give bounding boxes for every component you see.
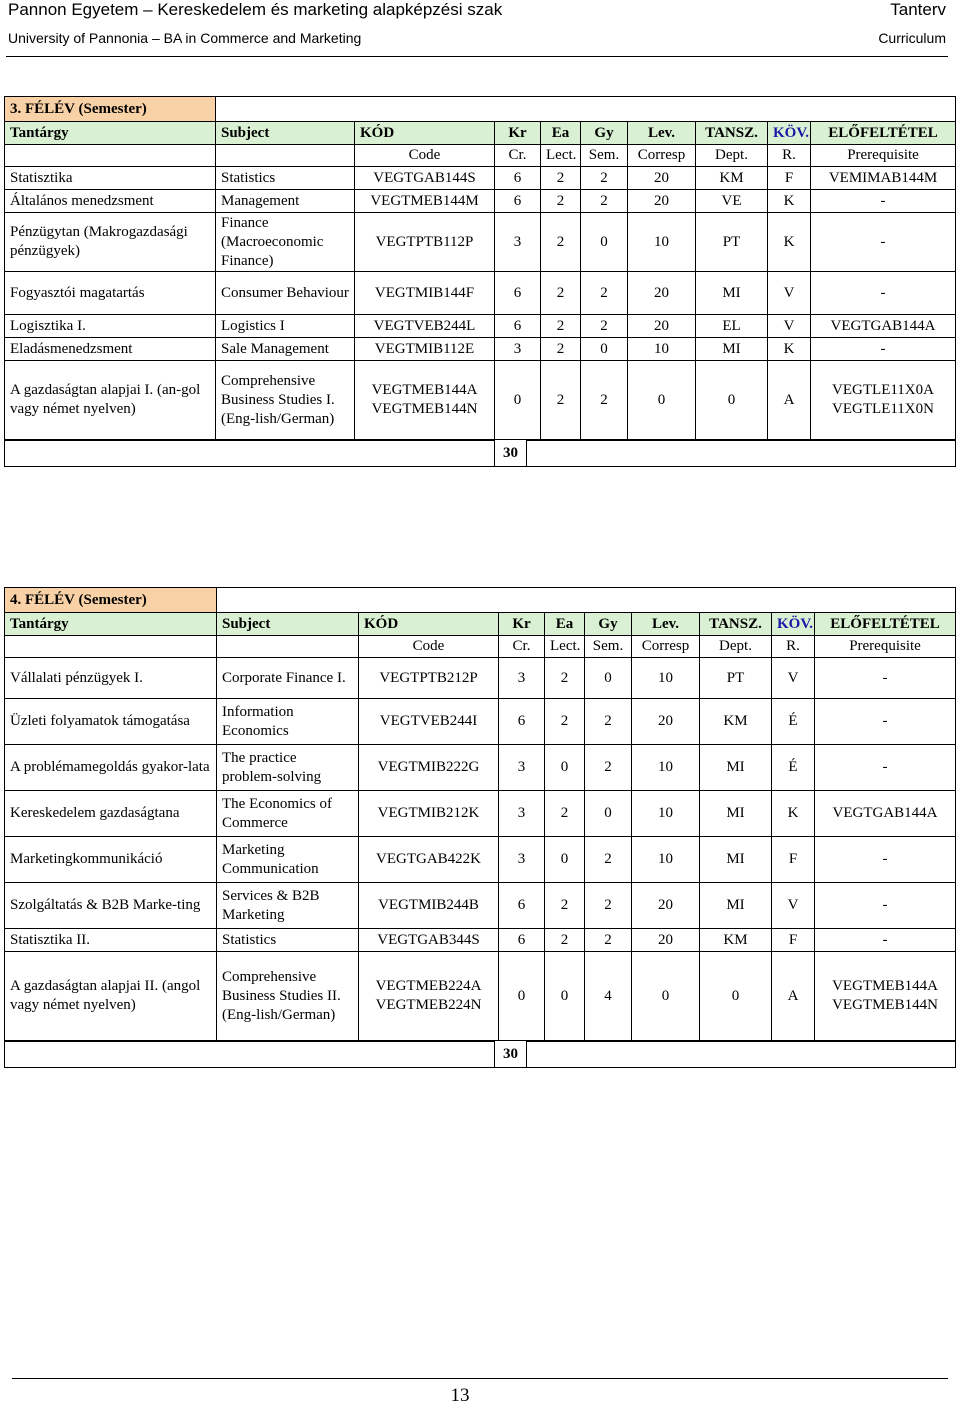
course-dept-cell: MI xyxy=(696,338,768,361)
course-dept-cell: KM xyxy=(700,929,772,952)
course-correspondence-cell: 20 xyxy=(628,315,696,338)
course-prerequisite-cell: VEGTMEB144A VEGTMEB144N xyxy=(815,952,956,1041)
course-subject-cell: Corporate Finance I. xyxy=(217,658,359,699)
course-lecture-cell: 2 xyxy=(541,338,581,361)
course-tantargy-cell: Eladásmenedzsment xyxy=(5,338,216,361)
course-dept-cell: MI xyxy=(700,745,772,791)
course-requirement-cell: É xyxy=(772,699,815,745)
course-subject-cell: Information Economics xyxy=(217,699,359,745)
course-row xyxy=(5,361,956,440)
course-tantargy-cell: A problémamegoldás gyakor-lata xyxy=(5,745,217,791)
page-header-sub xyxy=(8,30,946,52)
semester-4-section xyxy=(4,587,955,1068)
course-correspondence-cell: 20 xyxy=(628,167,696,190)
course-subject-cell: Sale Management xyxy=(216,338,355,361)
course-seminar-cell: 2 xyxy=(585,745,632,791)
course-lecture-cell: 2 xyxy=(541,315,581,338)
course-seminar-cell: 2 xyxy=(581,272,628,315)
course-requirement-cell: É xyxy=(772,745,815,791)
col-lect: Lect. xyxy=(545,636,585,658)
course-subject-cell: Consumer Behaviour xyxy=(216,272,355,315)
col-tantargy: Tantárgy xyxy=(5,613,217,636)
col-en-blank-1 xyxy=(5,636,217,658)
col-code: Code xyxy=(359,636,499,658)
footer-divider xyxy=(12,1378,948,1379)
course-prerequisite-cell: - xyxy=(815,929,956,952)
course-seminar-cell: 2 xyxy=(585,883,632,929)
course-subject-cell: The practice problem-solving xyxy=(217,745,359,791)
col-kr: Kr xyxy=(495,122,541,145)
course-tantargy-cell: Szolgáltatás & B2B Marke-ting xyxy=(5,883,217,929)
course-lecture-cell: 2 xyxy=(545,658,585,699)
course-dept-cell: MI xyxy=(700,883,772,929)
semester-3-section xyxy=(4,96,955,467)
semester-3-credit-total: 30 xyxy=(495,441,527,467)
col-kod: KÓD xyxy=(359,613,499,636)
col-code: Code xyxy=(355,145,495,167)
course-tantargy-cell: Kereskedelem gazdaságtana xyxy=(5,791,217,837)
course-credits-cell: 6 xyxy=(495,167,541,190)
course-subject-cell: The Economics of Commerce xyxy=(217,791,359,837)
col-corresp: Corresp xyxy=(632,636,700,658)
course-code-cell: VEGTVEB244L xyxy=(355,315,495,338)
course-lecture-cell: 2 xyxy=(541,167,581,190)
course-lecture-cell: 2 xyxy=(541,213,581,272)
col-lev: Lev. xyxy=(628,122,696,145)
course-credits-cell: 6 xyxy=(495,190,541,213)
course-seminar-cell: 0 xyxy=(581,213,628,272)
course-prerequisite-cell: - xyxy=(811,190,956,213)
document-subtitle: University of Pannonia – BA in Commerce and Marketing xyxy=(8,30,362,46)
course-lecture-cell: 2 xyxy=(545,791,585,837)
course-seminar-cell: 4 xyxy=(585,952,632,1041)
page-number: 13 xyxy=(450,1385,470,1406)
course-correspondence-cell: 0 xyxy=(628,361,696,440)
course-dept-cell: KM xyxy=(696,167,768,190)
col-tansz: TANSZ. xyxy=(700,613,772,636)
course-dept-cell: PT xyxy=(700,658,772,699)
col-gy: Gy xyxy=(585,613,632,636)
course-row xyxy=(5,883,956,929)
course-prerequisite-cell: - xyxy=(815,699,956,745)
course-subject-cell: Services & B2B Marketing xyxy=(217,883,359,929)
course-seminar-cell: 2 xyxy=(581,315,628,338)
course-row xyxy=(5,837,956,883)
course-row xyxy=(5,272,956,315)
course-credits-cell: 0 xyxy=(495,361,541,440)
course-dept-cell: 0 xyxy=(700,952,772,1041)
col-ea: Ea xyxy=(545,613,585,636)
col-subject: Subject xyxy=(217,613,359,636)
course-row xyxy=(5,699,956,745)
col-kr: Kr xyxy=(499,613,545,636)
col-r: R. xyxy=(772,636,815,658)
course-seminar-cell: 2 xyxy=(585,837,632,883)
course-dept-cell: MI xyxy=(700,837,772,883)
course-lecture-cell: 2 xyxy=(545,699,585,745)
course-prerequisite-cell: - xyxy=(811,338,956,361)
course-credits-cell: 6 xyxy=(495,315,541,338)
header-divider xyxy=(6,56,948,57)
course-requirement-cell: V xyxy=(772,883,815,929)
col-tansz: TANSZ. xyxy=(696,122,768,145)
course-correspondence-cell: 10 xyxy=(632,837,700,883)
course-code-cell: VEGTGAB344S xyxy=(359,929,499,952)
course-code-cell: VEGTGAB144S xyxy=(355,167,495,190)
course-lecture-cell: 2 xyxy=(541,190,581,213)
course-correspondence-cell: 20 xyxy=(632,883,700,929)
course-code-cell: VEGTPTB212P xyxy=(359,658,499,699)
course-dept-cell: KM xyxy=(700,699,772,745)
course-subject-cell: Marketing Communication xyxy=(217,837,359,883)
course-row xyxy=(5,952,956,1041)
semester-4-credit-total: 30 xyxy=(495,1042,527,1068)
semester-3-total-row xyxy=(4,440,956,467)
course-requirement-cell: K xyxy=(768,190,811,213)
col-dept: Dept. xyxy=(700,636,772,658)
course-code-cell: VEGTMIB222G xyxy=(359,745,499,791)
course-lecture-cell: 2 xyxy=(541,272,581,315)
course-row xyxy=(5,658,956,699)
course-credits-cell: 6 xyxy=(499,699,545,745)
course-seminar-cell: 0 xyxy=(585,791,632,837)
course-subject-cell: Comprehensive Business Studies I. (Eng-lish/German) xyxy=(216,361,355,440)
course-credits-cell: 3 xyxy=(499,745,545,791)
course-code-cell: VEGTMIB112E xyxy=(355,338,495,361)
course-row xyxy=(5,791,956,837)
course-lecture-cell: 2 xyxy=(545,929,585,952)
col-tantargy: Tantárgy xyxy=(5,122,216,145)
course-requirement-cell: F xyxy=(772,929,815,952)
semester-3-title: 3. FÉLÉV (Semester) xyxy=(5,97,216,122)
col-sem: Sem. xyxy=(581,145,628,167)
course-correspondence-cell: 20 xyxy=(628,190,696,213)
course-correspondence-cell: 20 xyxy=(632,699,700,745)
course-requirement-cell: V xyxy=(772,658,815,699)
course-credits-cell: 6 xyxy=(499,929,545,952)
course-credits-cell: 3 xyxy=(499,837,545,883)
course-correspondence-cell: 10 xyxy=(628,213,696,272)
course-requirement-cell: A xyxy=(768,361,811,440)
col-lect: Lect. xyxy=(541,145,581,167)
course-row xyxy=(5,167,956,190)
course-requirement-cell: K xyxy=(768,213,811,272)
course-subject-cell: Management xyxy=(216,190,355,213)
course-row xyxy=(5,338,956,361)
course-prerequisite-cell: - xyxy=(815,658,956,699)
course-correspondence-cell: 10 xyxy=(632,658,700,699)
course-correspondence-cell: 0 xyxy=(632,952,700,1041)
semester-4-table xyxy=(4,587,956,1041)
course-tantargy-cell: Fogyasztói magatartás xyxy=(5,272,216,315)
course-code-cell: VEGTVEB244I xyxy=(359,699,499,745)
course-row xyxy=(5,745,956,791)
course-code-cell: VEGTGAB422K xyxy=(359,837,499,883)
course-row xyxy=(5,190,956,213)
course-code-cell: VEGTMEB224A VEGTMEB224N xyxy=(359,952,499,1041)
col-en-blank-2 xyxy=(217,636,359,658)
course-lecture-cell: 2 xyxy=(545,883,585,929)
col-cr: Cr. xyxy=(495,145,541,167)
course-dept-cell: VE xyxy=(696,190,768,213)
course-prerequisite-cell: VEGTLE11X0A VEGTLE11X0N xyxy=(811,361,956,440)
col-prerequisite: Prerequisite xyxy=(815,636,956,658)
col-elofeltetel: ELŐFELTÉTEL xyxy=(811,122,956,145)
course-subject-cell: Statistics xyxy=(216,167,355,190)
course-seminar-cell: 0 xyxy=(585,658,632,699)
col-dept: Dept. xyxy=(696,145,768,167)
course-credits-cell: 6 xyxy=(495,272,541,315)
header-row-hu xyxy=(5,613,956,636)
course-seminar-cell: 2 xyxy=(581,361,628,440)
semester-3-table xyxy=(4,96,956,440)
course-seminar-cell: 0 xyxy=(581,338,628,361)
course-requirement-cell: F xyxy=(772,837,815,883)
course-tantargy-cell: Marketingkommunikáció xyxy=(5,837,217,883)
course-credits-cell: 3 xyxy=(499,658,545,699)
course-dept-cell: MI xyxy=(696,272,768,315)
col-en-blank-2 xyxy=(216,145,355,167)
semester-4-total-row xyxy=(4,1041,956,1068)
header-row-en xyxy=(5,636,956,658)
course-requirement-cell: A xyxy=(772,952,815,1041)
course-seminar-cell: 2 xyxy=(581,167,628,190)
course-dept-cell: MI xyxy=(700,791,772,837)
course-tantargy-cell: Pénzügytan (Makrogazdasági pénzügyek) xyxy=(5,213,216,272)
course-subject-cell: Comprehensive Business Studies II. (Eng-lish/German) xyxy=(217,952,359,1041)
course-seminar-cell: 2 xyxy=(581,190,628,213)
course-tantargy-cell: A gazdaságtan alapjai I. (an-gol vagy német nyelven) xyxy=(5,361,216,440)
course-lecture-cell: 2 xyxy=(541,361,581,440)
course-correspondence-cell: 10 xyxy=(628,338,696,361)
course-credits-cell: 3 xyxy=(499,791,545,837)
course-subject-cell: Statistics xyxy=(217,929,359,952)
course-tantargy-cell: Statisztika II. xyxy=(5,929,217,952)
document-type: Tanterv xyxy=(890,0,946,19)
col-elofeltetel: ELŐFELTÉTEL xyxy=(815,613,956,636)
course-correspondence-cell: 10 xyxy=(632,791,700,837)
course-tantargy-cell: Statisztika xyxy=(5,167,216,190)
course-dept-cell: 0 xyxy=(696,361,768,440)
col-kov: KÖV. xyxy=(768,122,811,145)
course-requirement-cell: V xyxy=(768,315,811,338)
course-tantargy-cell: Vállalati pénzügyek I. xyxy=(5,658,217,699)
course-tantargy-cell: Logisztika I. xyxy=(5,315,216,338)
course-prerequisite-cell: VEGTGAB144A xyxy=(815,791,956,837)
col-cr: Cr. xyxy=(499,636,545,658)
course-requirement-cell: V xyxy=(768,272,811,315)
course-prerequisite-cell: - xyxy=(815,837,956,883)
course-credits-cell: 3 xyxy=(495,213,541,272)
course-prerequisite-cell: - xyxy=(811,213,956,272)
course-lecture-cell: 0 xyxy=(545,952,585,1041)
course-prerequisite-cell: VEGTGAB144A xyxy=(811,315,956,338)
col-gy: Gy xyxy=(581,122,628,145)
course-code-cell: VEGTMEB144M xyxy=(355,190,495,213)
col-r: R. xyxy=(768,145,811,167)
course-subject-cell: Finance (Macroeconomic Finance) xyxy=(216,213,355,272)
course-prerequisite-cell: - xyxy=(815,745,956,791)
course-dept-cell: PT xyxy=(696,213,768,272)
course-code-cell: VEGTMIB212K xyxy=(359,791,499,837)
col-subject: Subject xyxy=(216,122,355,145)
course-seminar-cell: 2 xyxy=(585,929,632,952)
col-kod: KÓD xyxy=(355,122,495,145)
course-credits-cell: 0 xyxy=(499,952,545,1041)
col-lev: Lev. xyxy=(632,613,700,636)
course-correspondence-cell: 20 xyxy=(632,929,700,952)
course-lecture-cell: 0 xyxy=(545,837,585,883)
course-prerequisite-cell: - xyxy=(811,272,956,315)
course-row xyxy=(5,929,956,952)
course-seminar-cell: 2 xyxy=(585,699,632,745)
col-ea: Ea xyxy=(541,122,581,145)
header-row-en xyxy=(5,145,956,167)
course-requirement-cell: F xyxy=(768,167,811,190)
course-tantargy-cell: Üzleti folyamatok támogatása xyxy=(5,699,217,745)
course-code-cell: VEGTMEB144A VEGTMEB144N xyxy=(355,361,495,440)
course-row xyxy=(5,315,956,338)
col-prerequisite: Prerequisite xyxy=(811,145,956,167)
semester-4-title: 4. FÉLÉV (Semester) xyxy=(5,588,217,613)
course-row xyxy=(5,213,956,272)
course-requirement-cell: K xyxy=(772,791,815,837)
header-row-hu xyxy=(5,122,956,145)
course-requirement-cell: K xyxy=(768,338,811,361)
course-credits-cell: 3 xyxy=(495,338,541,361)
course-dept-cell: EL xyxy=(696,315,768,338)
course-correspondence-cell: 10 xyxy=(632,745,700,791)
course-code-cell: VEGTMIB144F xyxy=(355,272,495,315)
course-code-cell: VEGTPTB112P xyxy=(355,213,495,272)
document-title: Pannon Egyetem – Kereskedelem és marketing alapképzési szak xyxy=(8,0,503,19)
col-en-blank-1 xyxy=(5,145,216,167)
page-header-top xyxy=(8,0,946,22)
col-sem: Sem. xyxy=(585,636,632,658)
course-credits-cell: 6 xyxy=(499,883,545,929)
course-code-cell: VEGTMIB244B xyxy=(359,883,499,929)
document-type-en: Curriculum xyxy=(878,30,946,46)
course-prerequisite-cell: VEMIMAB144M xyxy=(811,167,956,190)
col-corresp: Corresp xyxy=(628,145,696,167)
col-kov: KÖV. xyxy=(772,613,815,636)
course-tantargy-cell: Általános menedzsment xyxy=(5,190,216,213)
course-subject-cell: Logistics I xyxy=(216,315,355,338)
course-lecture-cell: 0 xyxy=(545,745,585,791)
course-correspondence-cell: 20 xyxy=(628,272,696,315)
course-prerequisite-cell: - xyxy=(815,883,956,929)
course-tantargy-cell: A gazdaságtan alapjai II. (angol vagy német nyelven) xyxy=(5,952,217,1041)
